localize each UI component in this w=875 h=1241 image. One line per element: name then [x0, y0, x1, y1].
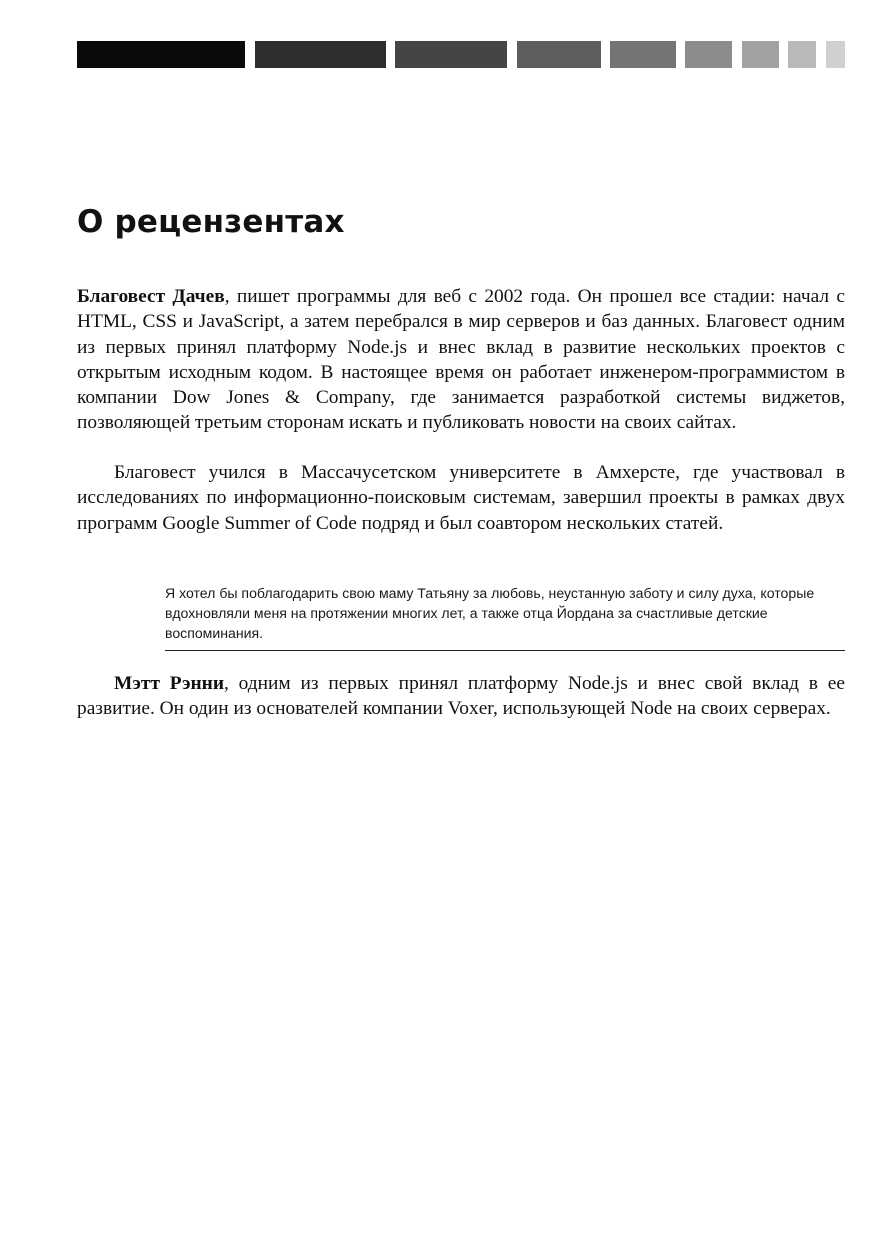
header-bar-segment — [77, 41, 245, 68]
header-bar-segment — [788, 41, 816, 68]
reviewer2-bio-text: , одним из первых принял платформу Node.js и внес свой вклад в ее развитие. Он один из основателей компании Voxer, использующей Node на своих серверах. — [77, 673, 845, 720]
reviewer2-name: Мэтт Рэнни — [114, 673, 224, 694]
reviewer2-bio-paragraph — [77, 671, 845, 722]
reviewer1-bio-text: , пишет программы для веб с 2002 года. Он прошел все стадии: начал с HTML, CSS и JavaScript, а затем перебрался в мир серверов и баз данных. Благовест одним из первых принял платформу Node.js и внес вклад в развитие нескольких проектов с открытым исходным кодом. В настоящее время он работает инженером-программистом в компании Dow Jones & Company, где занимается разработкой системы виджетов, позволяющей третьим сторонам искать и публиковать новости на своих сайтах. — [77, 286, 845, 434]
header-bar-segment — [517, 41, 601, 68]
chapter-title: О рецензентах — [77, 204, 345, 240]
reviewer1-bio-paragraph — [77, 284, 845, 436]
decorative-header-bar — [77, 41, 847, 68]
header-bar-segment — [685, 41, 732, 68]
reviewer1-acknowledgement: Я хотел бы поблагодарить свою маму Татьяну за любовь, неустанную заботу и силу духа, которые вдохновляли меня на протяжении многих лет, а также отца Йордана за счастливые детские воспоминания. — [165, 583, 845, 651]
reviewer1-name: Благовест Дачев — [77, 286, 225, 307]
header-bar-segment — [826, 41, 845, 68]
header-bar-segment — [610, 41, 676, 68]
header-bar-segment — [395, 41, 507, 68]
header-bar-segment — [255, 41, 386, 68]
reviewer1-education-paragraph: Благовест учился в Массачусетском университете в Амхерсте, где участвовал в исследованиях по информационно-поисковым системам, завершил проекты в рамках двух программ Google Summer of Code подряд и был соавтором нескольких статей. — [77, 462, 845, 534]
header-bar-segment — [742, 41, 779, 68]
